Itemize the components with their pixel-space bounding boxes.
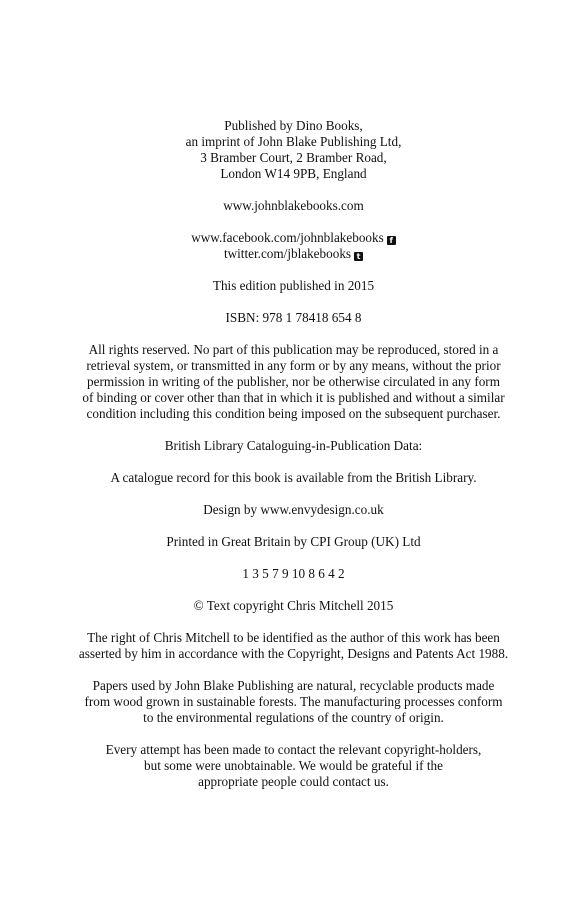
rights-line: condition including this condition being imposed on the subsequent purchaser. [86,406,501,421]
print-line: 1 3 5 7 9 10 8 6 4 2 [242,566,345,581]
copyright-text: © Text copyright Chris Mitchell 2015 [193,598,394,613]
publisher-line: London W14 9PB, England [220,166,367,181]
printed-block [0,534,587,550]
author-right-line: asserted by him in accordance with the Copyright, Designs and Patents Act 1988. [78,646,509,661]
copyright-block [0,598,587,614]
website-link[interactable]: www.johnblakebooks.com [223,198,364,213]
rights-line: All rights reserved. No part of this publication may be reproduced, stored in a [88,342,499,357]
social-block [0,230,587,262]
design-credit: Design by www.envydesign.co.uk [203,502,384,517]
rights-line: retrieval system, or transmitted in any form or by any means, without the prior [86,358,501,373]
attempt-line: Every attempt has been made to contact the relevant copyright-holders, [105,742,482,757]
cip-heading: British Library Cataloguing-in-Publication Data: [164,438,423,453]
copyright-page [0,118,587,806]
twitter-link[interactable]: twitter.com/jblakebooks [223,246,352,261]
publisher-line: Published by Dino Books, [224,118,363,133]
papers-line: from wood grown in sustainable forests. The manufacturing processes conform [84,694,503,709]
website-block [0,198,587,214]
rights-line: of binding or cover other than that in which it is published and without a similar [82,390,505,405]
facebook-link[interactable]: www.facebook.com/johnblakebooks [191,230,384,245]
printed-text: Printed in Great Britain by CPI Group (UK) Ltd [166,534,421,549]
edition-text: This edition published in 2015 [212,278,375,293]
papers-line: Papers used by John Blake Publishing are natural, recyclable products made [92,678,495,693]
papers-block [0,678,587,726]
edition-block [0,278,587,294]
papers-line: to the environmental regulations of the country of origin. [143,710,444,725]
print-line-block [0,566,587,582]
facebook-line [0,230,587,246]
attempt-line: appropriate people could contact us. [198,774,389,789]
publisher-address [0,118,587,182]
publisher-line: an imprint of John Blake Publishing Ltd, [185,134,402,149]
isbn-text: ISBN: 978 1 78418 654 8 [225,310,362,325]
author-right-block [0,630,587,662]
catalogue-block [0,470,587,486]
twitter-line [0,246,587,262]
attempt-line: but some were unobtainable. We would be grateful if the [144,758,443,773]
twitter-icon: t [354,252,363,261]
rights-line: permission in writing of the publisher, nor be otherwise circulated in any form [87,374,500,389]
cip-block [0,438,587,454]
design-block [0,502,587,518]
catalogue-text: A catalogue record for this book is available from the British Library. [110,470,477,485]
facebook-icon: f [387,236,396,245]
rights-block [0,342,587,422]
attempt-block [0,742,587,790]
author-right-line: The right of Chris Mitchell to be identified as the author of this work has been [87,630,500,645]
publisher-line: 3 Bramber Court, 2 Bramber Road, [200,150,387,165]
isbn-block [0,310,587,326]
